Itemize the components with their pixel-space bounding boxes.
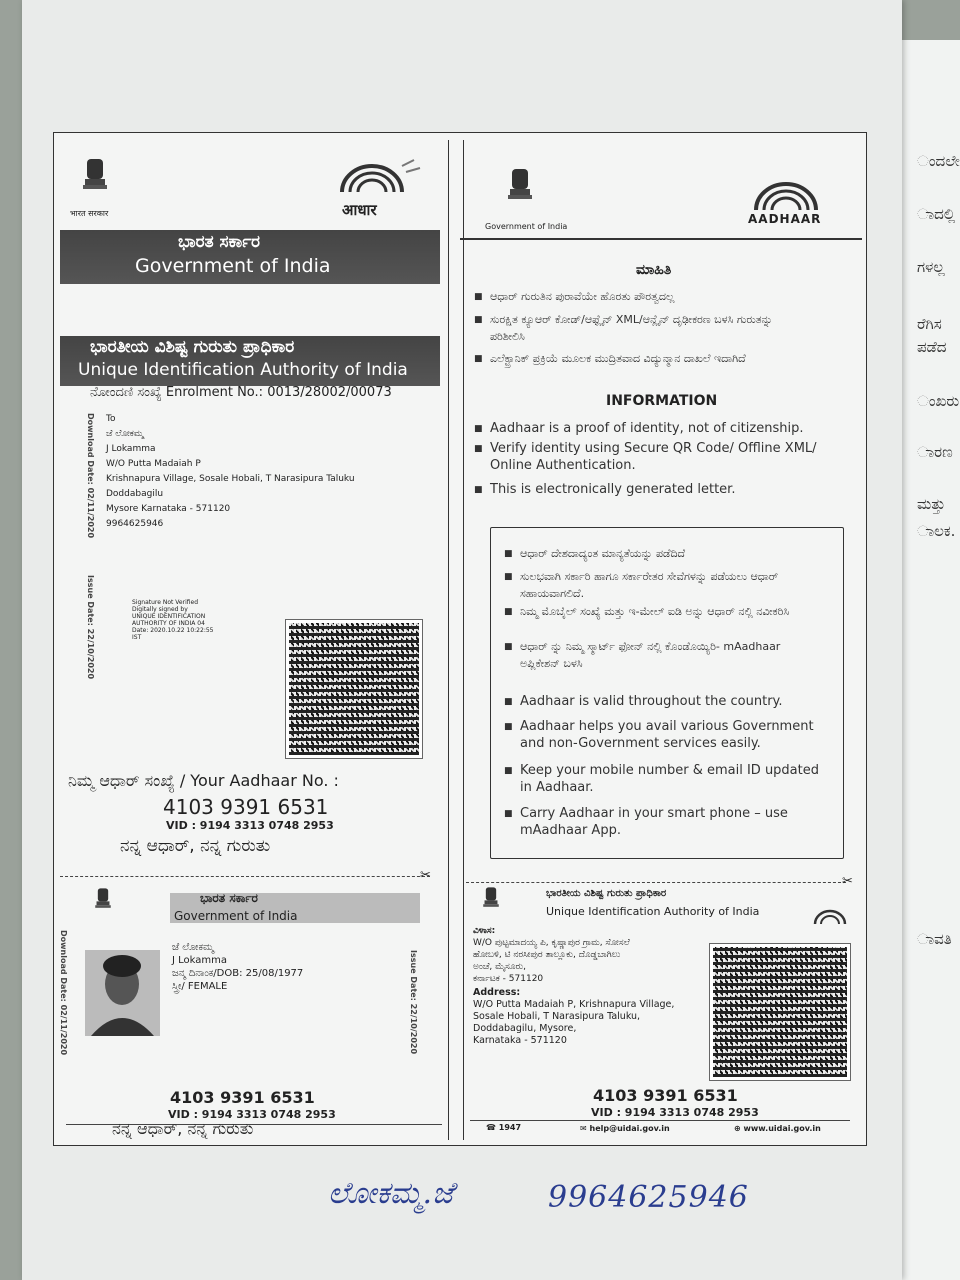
aadhaar-logo-text: AADHAAR (748, 212, 822, 226)
scissors-icon: ✂ (420, 868, 431, 883)
sig-title: Signature Not Verified (132, 599, 199, 606)
side-text: ಾದಲ್ಲಿ (917, 205, 956, 223)
benefit-en: ■ Keep your mobile number & email ID updated in Aadhaar. (520, 762, 830, 796)
info-kannada-title: ಮಾಹಿತಿ (636, 262, 672, 278)
enrolment-label-kn: ನೋಂದಣಿ ಸಂಖ್ಯೆ (90, 385, 162, 400)
your-aadhaar-label: / Your Aadhaar No. : (179, 771, 339, 790)
side-text: ಾರಣ (917, 443, 953, 461)
card-holder-details (172, 941, 303, 993)
phone-number: 1947 (498, 1123, 522, 1132)
card-download-date: Download Date: 02/11/2020 (59, 930, 68, 1056)
handwritten-name: ಲೋಕಮ್ಮ.ಜೆ (328, 1176, 454, 1211)
your-aadhaar-kn: ನಿಮ್ಮ ಆಧಾರ್ ಸಂಖ್ಯೆ (68, 771, 175, 790)
address-line: Sosale Hobali, T Narasipura Taluku, (473, 1011, 641, 1022)
address-line: Doddabagilu (106, 489, 164, 499)
ashoka-emblem-icon (503, 165, 537, 215)
sig-by: Digitally signed by (132, 606, 188, 613)
enrolment-number (90, 385, 392, 400)
side-text: ರೆಗಿಸ (917, 315, 942, 333)
sig-ist: IST (132, 634, 142, 641)
aadhaar-logo-icon (742, 172, 832, 212)
header-rule (460, 238, 862, 240)
benefit-en: ■ Aadhaar helps you avail various Government and non-Government services easily. (520, 718, 830, 752)
side-text: ಂದಲೇ (917, 152, 960, 170)
address-line: Krishnapura Village, Sosale Hobali, T Narasipura Taluku (106, 474, 355, 484)
email-address: help@uidai.gov.in (589, 1124, 670, 1133)
uidai-english: Unique Identification Authority of India (78, 360, 408, 380)
benefit-kn: ■ ಸುಲಭವಾಗಿ ಸರ್ಕಾರಿ ಹಾಗೂ ಸರ್ಕಾರೇತರ ಸೇವೆಗಳನ್ನು ಪಡೆಯಲು ಆಧಾರ್ ಸಹಾಯವಾಗಲಿದೆ. (520, 568, 780, 602)
card-uidai-kn: ಭಾರತೀಯ ವಿಶಿಷ್ಟ ಗುರುತು ಪ್ರಾಧಿಕಾರ (546, 888, 667, 899)
govt-banner (60, 230, 440, 284)
sig-org: UNIQUE IDENTIFICATION (132, 613, 206, 620)
address-kn-line: W/O ಪುಟ್ಟಮಾದಯ್ಯ ಪಿ, ಕೃಷ್ಣಾಪುರ ಗ್ರಾಮ, ಸೋಸಲೆ (473, 938, 630, 948)
enrolment-label: Enrolment No.: (165, 385, 264, 400)
info-kn-item: ■ ಎಲೆಕ್ಟ್ರಾನಿಕ್ ಪ್ರಕ್ರಿಯೆ ಮೂಲಕ ಮುದ್ರಿತವಾದ ವಿದ್ಯುನ್ಮಾನ ದಾಖಲೆ ಇದಾಗಿದೆ (490, 350, 800, 367)
qr-code (286, 620, 422, 758)
card-qr-code (710, 944, 850, 1080)
card-back-aadhaar-number: 4103 9391 6531 (593, 1086, 738, 1105)
address-kn-line: ಹೋಬಳಿ, ಟಿ ನರಸೀಪುರ ತಾಲ್ಲೂಕು, ದೊಡ್ಡಬಾಗಿಲು (473, 950, 621, 960)
aadhaar-number: 4103 9391 6531 (163, 795, 329, 819)
card-name-kn: ಜೆ ಲೋಕಮ್ಮ (172, 942, 214, 953)
card-back-vid: VID : 9194 3313 0748 2953 (591, 1106, 759, 1119)
aadhaar-logo-icon (332, 158, 422, 200)
relation: W/O Putta Madaiah P (106, 459, 201, 469)
benefit-kn: ■ ಆಧಾರ್ ದೇಶದಾದ್ಯಂತ ಮಾನ್ಯತೆಯನ್ನು ಪಡೆದಿದೆ (520, 545, 820, 562)
card-uidai-en: Unique Identification Authority of India (546, 905, 760, 918)
info-item: ■ Verify identity using Secure QR Code/ Offline XML/ Online Authentication. (490, 440, 860, 474)
phone: 9964625946 (106, 519, 164, 529)
signature-block (132, 599, 213, 641)
card-address-kannada (473, 925, 630, 985)
aadhaar-logo-text: आधार (342, 201, 377, 219)
card-name: J Lokamma (172, 955, 227, 966)
fold-divider (448, 140, 464, 1140)
ashoka-emblem-icon (92, 885, 114, 919)
sig-org: AUTHORITY OF INDIA 04 (132, 620, 205, 627)
address-kn-label: ವಿಳಾಸ: (473, 926, 496, 936)
contact-email: ✉ help@uidai.gov.in (580, 1124, 670, 1133)
name: J Lokamma (106, 444, 156, 454)
benefit-en: ■ Carry Aadhaar in your smart phone – use mAadhaar App. (520, 805, 820, 839)
address-line: Mysore Karnataka - 571120 (106, 504, 231, 514)
card-govt-kn: ಭಾರತ ಸರ್ಕಾರ (200, 891, 258, 905)
address-line: Karnataka - 571120 (473, 1035, 567, 1046)
underlying-page (895, 40, 960, 1280)
info-kn-item: ■ ಸುರಕ್ಷಿತ ಕ್ಯೂಆರ್ ಕೋಡ್/ಆಫ್ಲೈನ್ XML/ಆನ್ಲೈನ್ ದೃಢೀಕರಣ ಬಳಸಿ ಗುರುತನ್ನು ಪರಿಶೀಲಿಸಿ (490, 311, 780, 345)
side-text: ಾವತಿ (917, 930, 952, 948)
address-line: Doddabagilu, Mysore, (473, 1023, 577, 1034)
scissors-icon: ✂ (842, 874, 853, 889)
card-tagline: ನನ್ನ ಆಧಾರ್, ನನ್ನ ಗುರುತು (112, 1119, 254, 1138)
cut-line (60, 876, 430, 877)
to-label: To (106, 414, 116, 424)
card-issue-date: Issue Date: 22/10/2020 (409, 950, 418, 1055)
address-kn-line: ಕರ್ನಾಟಕ - 571120 (473, 974, 544, 984)
card-gender: ಸ್ತ್ರೀ/ FEMALE (172, 981, 228, 992)
sig-date: Date: 2020.10.22 10:22:55 (132, 627, 214, 634)
handwritten-phone: 9964625946 (548, 1180, 749, 1215)
download-date: Download Date: 02/11/2020 (86, 413, 95, 539)
govt-kannada: ಭಾರತ ಸರ್ಕಾರ (178, 232, 261, 252)
ashoka-emblem-icon (480, 884, 502, 918)
card-aadhaar-number: 4103 9391 6531 (170, 1088, 315, 1107)
info-item: ■ This is electronically generated letter. (490, 481, 850, 498)
side-text: ಪಡೆದ (917, 338, 947, 356)
card-back-rule (470, 1120, 850, 1121)
card-dob: ಜನ್ಮ ದಿನಾಂಕ/DOB: 25/08/1977 (172, 968, 304, 979)
card-govt-en: Government of India (174, 909, 298, 923)
vid-number: VID : 9194 3313 0748 2953 (166, 819, 334, 832)
holder-photo (85, 950, 160, 1036)
uidai-banner (60, 336, 440, 386)
enrolment-value: 0013/28002/00073 (267, 385, 392, 400)
your-aadhaar-heading (68, 771, 339, 791)
address-kn-line: ಅಂಚೆ, ಮೈಸೂರು, (473, 962, 527, 972)
emblem-caption: भारत सरकार (70, 209, 109, 218)
contact-phone: ☎ 1947 (486, 1123, 522, 1132)
information-title: INFORMATION (606, 393, 718, 409)
side-text: ಂಖರು (917, 392, 960, 410)
tagline: ನನ್ನ ಆಧಾರ್, ನನ್ನ ಗುರುತು (120, 836, 271, 856)
address-line: W/O Putta Madaiah P, Krishnapura Village, (473, 999, 675, 1010)
emblem-caption: Government of India (485, 222, 568, 231)
ashoka-emblem-icon (78, 155, 112, 205)
info-item: ■ Aadhaar is a proof of identity, not of citizenship. (490, 420, 850, 437)
benefit-kn: ■ ನಿಮ್ಮ ಮೊಬೈಲ್ ಸಂಖ್ಯೆ ಮತ್ತು ಇ-ಮೇಲ್ ಐಡಿ ಅನ್ನು ಆಧಾರ್ ನಲ್ಲಿ ನವೀಕರಿಸಿ (520, 603, 810, 620)
govt-english: Government of India (135, 255, 331, 277)
info-kn-item: ■ ಆಧಾರ್ ಗುರುತಿನ ಪುರಾವೆಯೇ ಹೊರತು ಪೌರತ್ವದಲ್ಲ (490, 288, 820, 305)
benefit-en: ■ Aadhaar is valid throughout the country. (520, 693, 820, 710)
contact-web: ⊕ www.uidai.gov.in (734, 1124, 821, 1133)
uidai-kannada: ಭಾರತೀಯ ವಿಶಿಷ್ಟ ಗುರುತು ಪ್ರಾಧಿಕಾರ (90, 337, 295, 357)
name-kannada: ಜೆ ಲೋಕಮ್ಮ (106, 429, 144, 439)
benefit-kn: ■ ಆಧಾರ್ ನ್ನು ನಿಮ್ಮ ಸ್ಮಾರ್ಟ್ ಫೋನ್ ನಲ್ಲಿ ಕೊಂಡೊಯ್ಯಿರಿ- mAadhaar ಅಪ್ಲಿಕೇಶನ್ ಬಳಸಿ (520, 638, 790, 672)
aadhaar-logo-icon (810, 900, 850, 928)
recipient-address (106, 412, 355, 532)
website: www.uidai.gov.in (743, 1124, 821, 1133)
side-text: ಮತ್ತು (917, 495, 946, 513)
side-text: ಗಳಲ್ಲ (917, 258, 945, 276)
issue-date: Issue Date: 22/10/2020 (86, 575, 95, 680)
card-vid: VID : 9194 3313 0748 2953 (168, 1108, 336, 1121)
card-address-english (473, 987, 674, 1047)
address-label: Address: (473, 987, 521, 998)
side-text: ಾಲಕ. (917, 522, 956, 540)
cut-line (466, 882, 846, 883)
